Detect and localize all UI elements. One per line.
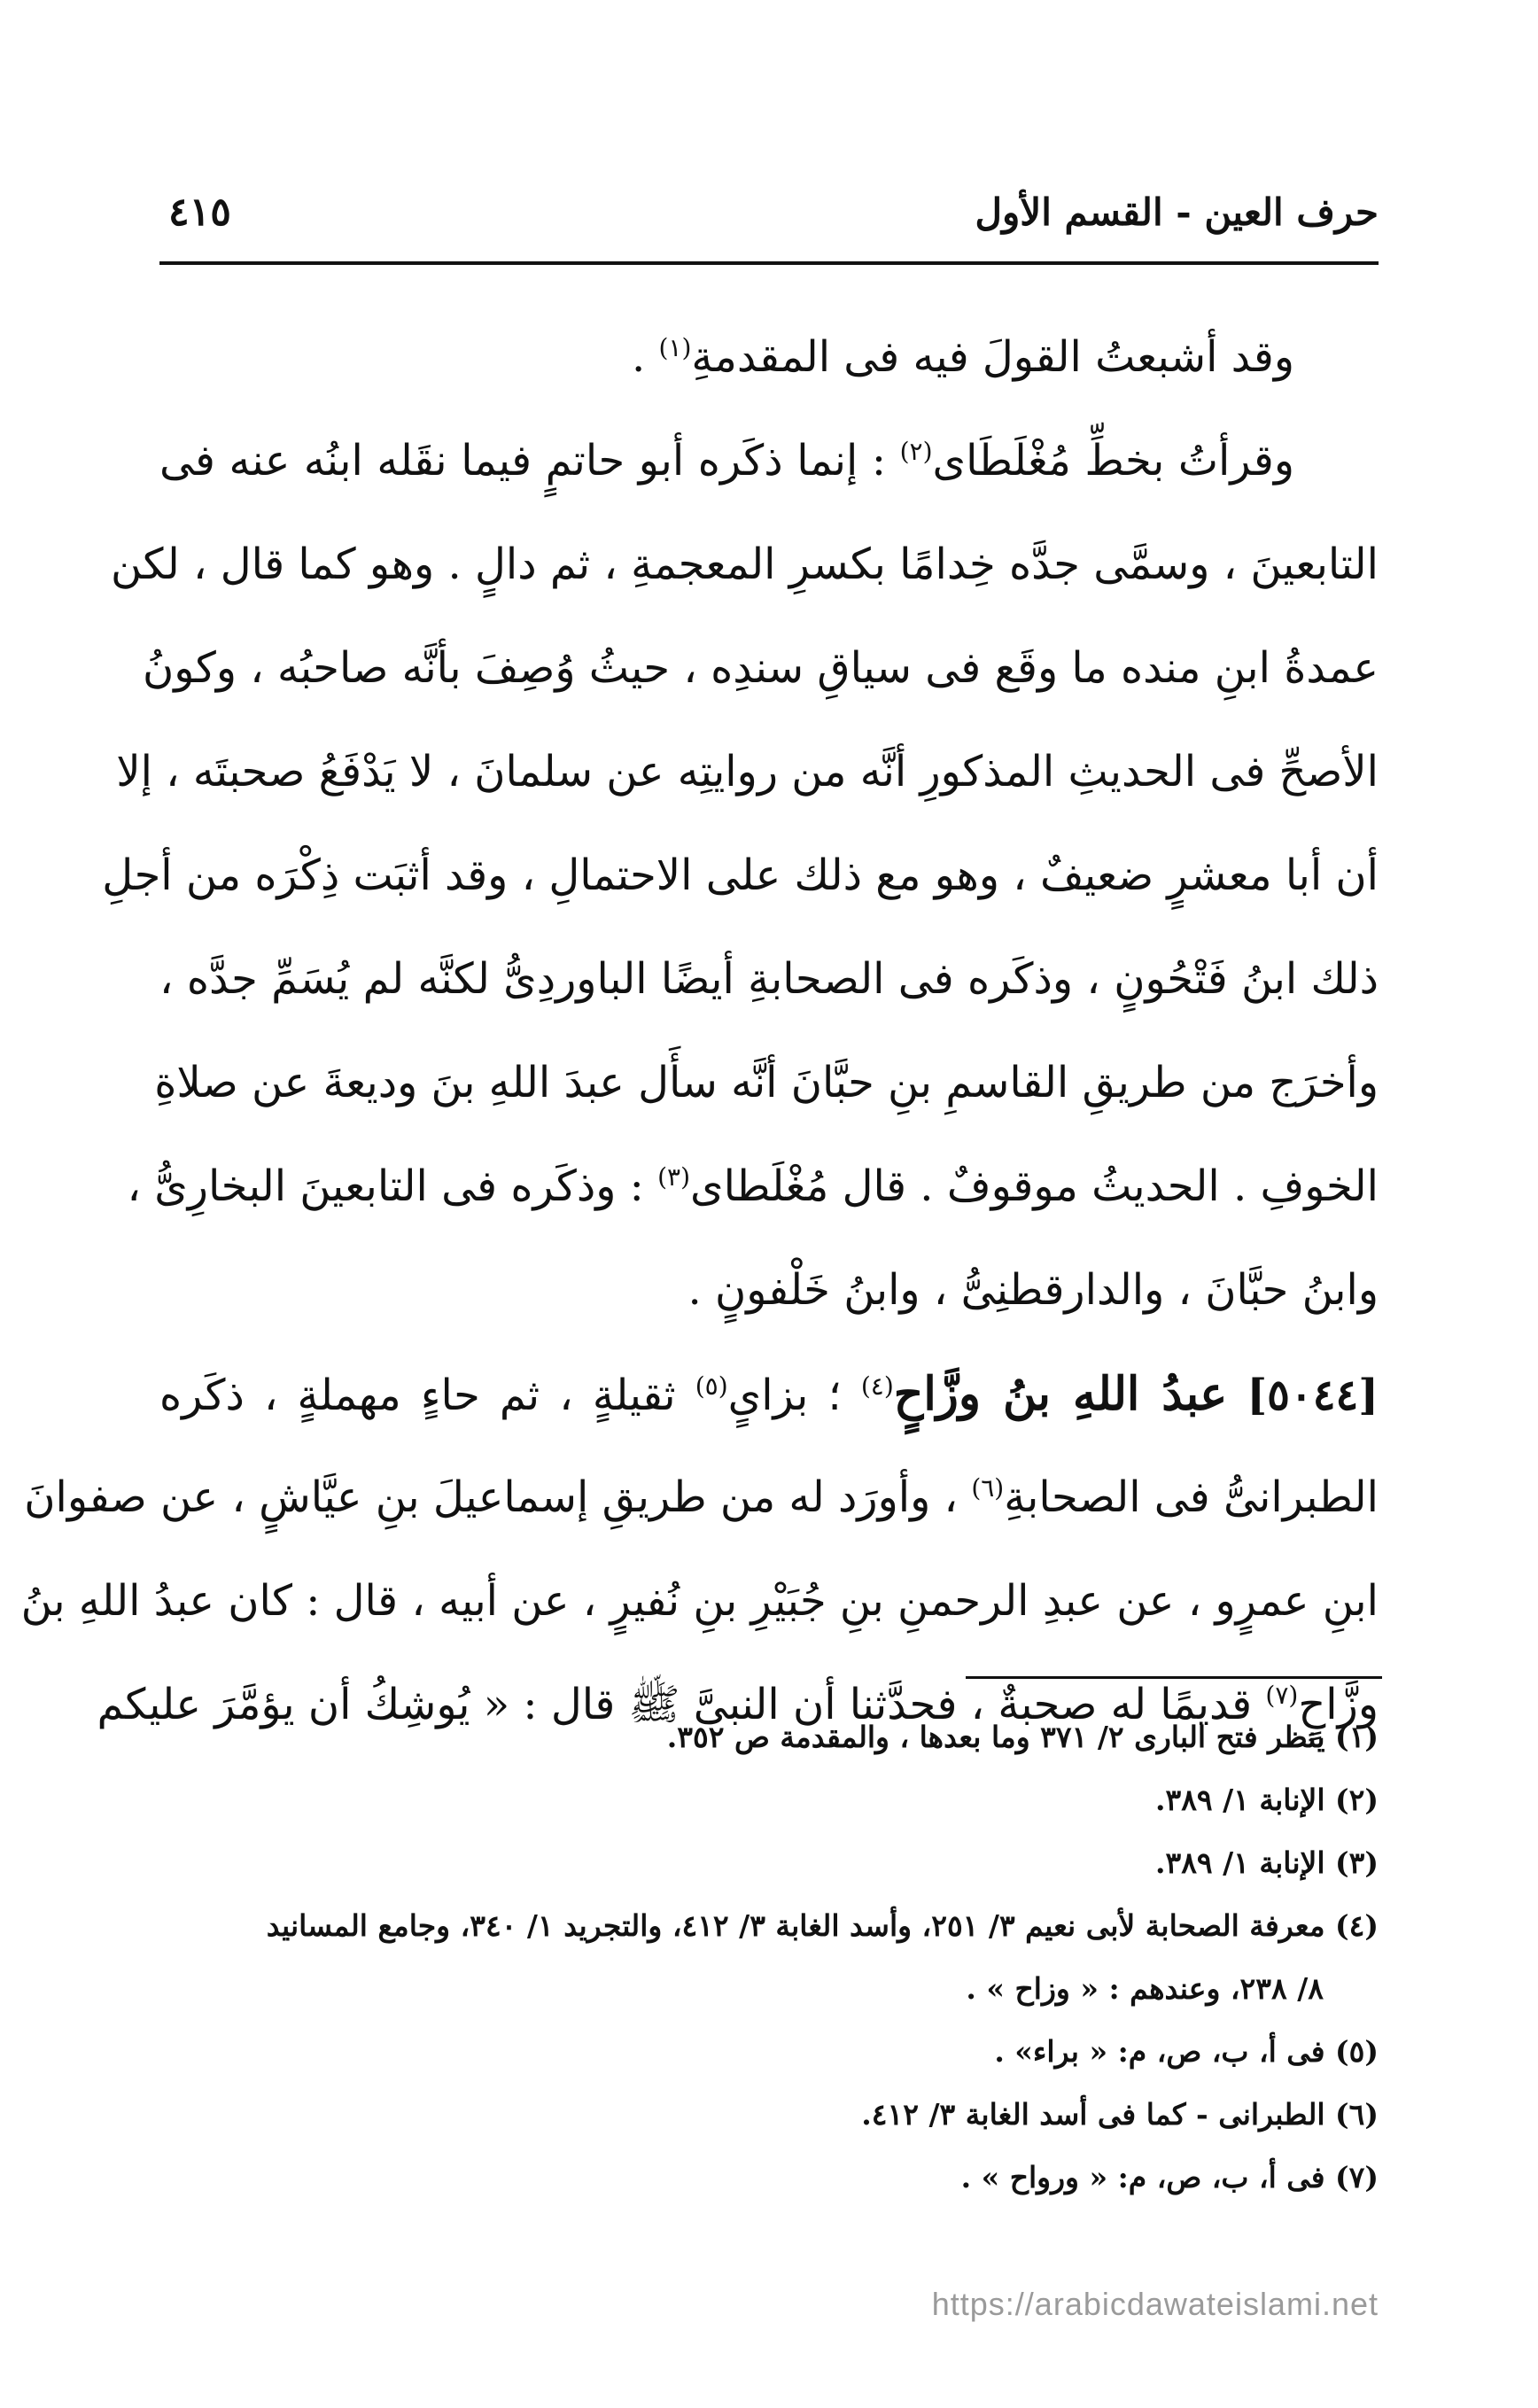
entry-name: عبدُ اللهِ بنُ وزَّاحٍ — [893, 1367, 1228, 1421]
text-line: أن أبا معشرٍ ضعيفٌ ، وهو مع ذلك على الاحتمالِ ، وقد أثبَت ذِكْرَه من أجلِ — [102, 851, 1379, 900]
footnote-marker: (٦) — [971, 1473, 1005, 1503]
header-rule — [159, 261, 1379, 265]
entry-heading-line: [٥٠٤٤] عبدُ اللهِ بنُ وزَّاحٍ$^{(٤)}$ ؛ بزاىٍ$^{(٥)}$ ثقيلةٍ ، ثم حاءٍ مهملةٍ ، ذكَره — [159, 1367, 1379, 1421]
text-line: وقرأتُ بخطِّ مُغْلَطَاى$^{(٢)}$ : إنما ذكَره أبو حاتمٍ فيما نقَله ابنُه عنه فى — [159, 436, 1294, 485]
text-line: الخوفِ . الحديثُ موقوفٌ . قال مُغْلَطاى$^{(٣)}$ : وذكَره فى التابعينَ البخارِىُّ ، — [127, 1161, 1379, 1211]
footnote-continuation: ٨/ ٢٣٨، وعندهم : « وزاح » . — [966, 1971, 1324, 2006]
footnote-marker: (٥) — [695, 1371, 728, 1401]
text-line: عمدةُ ابنِ منده ما وقَع فى سياقِ سندِه ، حيثُ وُصِفَ بأنَّه صاحبُه ، وكونُ — [142, 643, 1379, 693]
entry-number: [٥٠٤٤] — [1247, 1371, 1379, 1420]
footnote: (٤) معرفة الصحابة لأبى نعيم ٣/ ٢٥١، وأسد الغابة ٣/ ٤١٢، والتجريد ١/ ٣٤٠، وجامع المسانيد — [266, 1908, 1379, 1943]
footnote: (١) ينظر فتح البارى ٢/ ٣٧١ وما بعدها ، والمقدمة ص ٣٥٢. — [666, 1720, 1379, 1754]
text-line: الأصحِّ فى الحديثِ المذكورِ أنَّه من روايتِه عن سلمانَ ، لا يَدْفَعُ صحبتَه ، إلا — [116, 747, 1379, 796]
main-text — [20, 306, 1379, 1757]
text-line: وقد أشبعتُ القولَ فيه فى المقدمةِ$^{(١)}$ . — [631, 332, 1294, 382]
text-line: الطبرانىُّ فى الصحابةِ$^{(٦)}$ ، وأورَد له من طريقِ إسماعيلَ بنِ عيَّاشٍ ، عن صفوانَ — [24, 1472, 1379, 1522]
footnote-marker: (٧) — [1265, 1681, 1299, 1710]
footnotes — [159, 1705, 1379, 2209]
running-title: حرف العين - القسم الأول — [975, 190, 1379, 234]
text-line: ابنِ عمرٍو ، عن عبدِ الرحمنِ بنِ جُبَيْرِ بنِ نُفيرٍ ، عن أبيه ، قال : كان عبدُ اللهِ بنُ — [20, 1576, 1379, 1626]
text-line: وأخرَج من طريقِ القاسمِ بنِ حبَّانَ أنَّه سأَل عبدَ اللهِ بنَ وديعةَ عن صلاةِ — [154, 1058, 1379, 1107]
text-line: ذلك ابنُ فَتْحُونٍ ، وذكَره فى الصحابةِ أيضًا الباوردِىُّ لكنَّه لم يُسَمِّ جدَّه ، — [159, 954, 1379, 1004]
text-line: وابنُ حبَّانَ ، والدارقطنِىُّ ، وابنُ خَلْفونٍ . — [687, 1265, 1379, 1315]
footnote: (٣) الإنابة ١/ ٣٨٩. — [1154, 1845, 1379, 1880]
page-number: ٤١٥ — [168, 190, 231, 235]
footnote-separator — [966, 1676, 1382, 1679]
footnote-marker: (١) — [658, 333, 692, 362]
page-header — [168, 173, 1379, 252]
footnote: (٧) فى أ، ب، ص، م: « ورواح » . — [960, 2160, 1379, 2194]
footnote-marker: (٤) — [860, 1371, 894, 1401]
footnote-marker: (٣) — [657, 1162, 691, 1192]
footnote-marker: (٢) — [899, 437, 933, 466]
watermark-url: https://arabicdawateislami.net — [931, 2286, 1379, 2322]
footnote: (٦) الطبرانى - كما فى أسد الغابة ٣/ ٤١٢. — [861, 2097, 1379, 2132]
text-line: التابعينَ ، وسمَّى جدَّه خِدامًا بكسرِ المعجمةِ ، ثم دالٍ . وهو كما قال ، لكن — [111, 540, 1379, 589]
footnote: (٥) فى أ، ب، ص، م: « براء» . — [994, 2034, 1379, 2069]
text-line: وزَّاحٍ$^{(٧)}$ قديمًا له صحبةٌ ، فحدَّثنا أن النبىَّ ﷺ قال : « يُوشِكُ أن يؤمَّرَ عليكم — [97, 1680, 1379, 1729]
footnote: (٢) الإنابة ١/ ٣٨٩. — [1154, 1783, 1379, 1817]
